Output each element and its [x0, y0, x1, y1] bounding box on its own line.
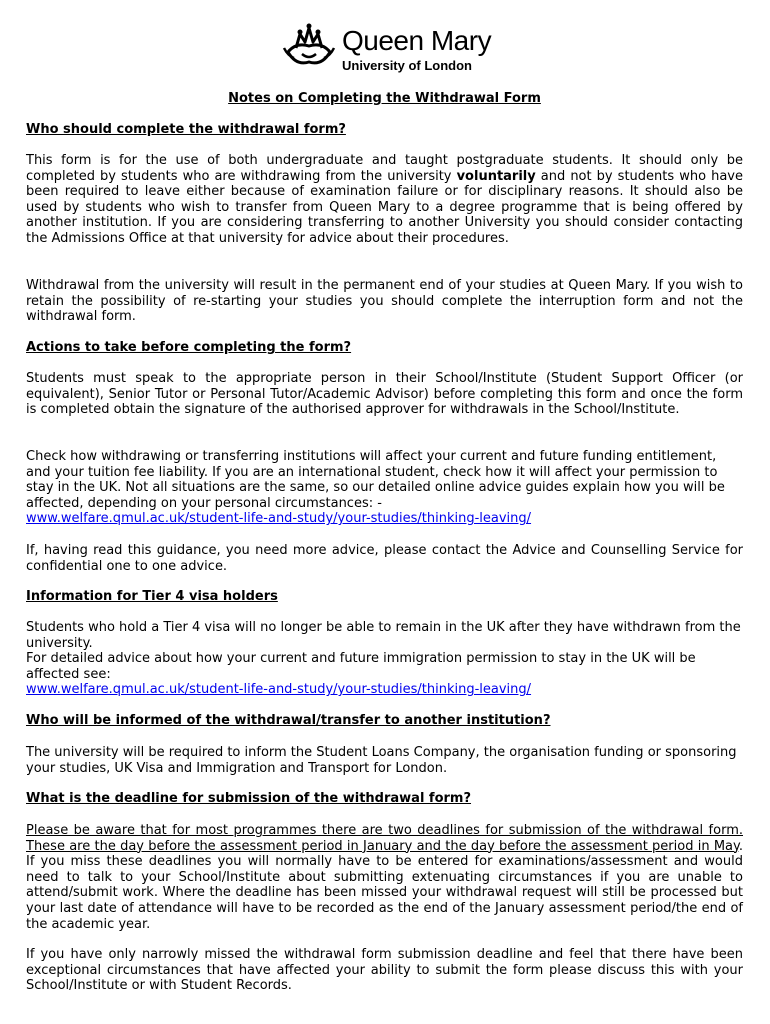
text: This form is for the use of both undergraduate and taught postgraduate students. It should only be completed by students who are withdrawing from the university	[26, 153, 743, 184]
document-title: Notes on Completing the Withdrawal Form	[228, 91, 541, 106]
logo-subtitle: University of London	[342, 58, 472, 73]
tier4-thinking-leaving-link[interactable]: www.welfare.qmul.ac.uk/student-life-and-study/your-studies/thinking-leaving/	[26, 682, 532, 698]
paragraph-form-use	[26, 153, 743, 247]
text: Check how withdrawing or transferring institutions will affect your current and future funding entitlement, and your tuition fee liability. If you are an international student, check how it will affect your permission to stay in the UK. Not all situations are the same, so our detailed online advice guides explain how you will be affected, depending on your personal circumstances: -	[26, 449, 725, 511]
paragraph-tier4	[26, 620, 743, 698]
heading-tier4: Information for Tier 4 visa holders	[26, 589, 278, 604]
heading-who-should-complete: Who should complete the withdrawal form?	[26, 122, 346, 137]
heading-actions-before: Actions to take before completing the form?	[26, 340, 352, 355]
paragraph-speak-to-person: Students must speak to the appropriate person in their School/Institute (Student Support Officer (or equivalent), Senior Tutor or Personal Tutor/Academic Advisor) before completing this form and once the form is completed obtain the signature of the authorised approver for withdrawals in the School/Institute.	[26, 371, 743, 418]
paragraph-narrowly-missed: If you have only narrowly missed the withdrawal form submission deadline and feel that there have been exceptional circumstances that have affected your ability to submit the form please discuss this with your School/Institute or with Student Records.	[26, 947, 743, 994]
text: and not by students who have been required to leave either because of examination failure or for disciplinary reasons. It should also be used by students who wish to transfer from Queen Mary to a degree programme that is being offered by another institution. If you are considering transferring to another University you should consider contacting the Admissions Office at that university for advice about their procedures.	[26, 168, 743, 246]
heading-deadline: What is the deadline for submission of the withdrawal form?	[26, 791, 472, 806]
heading-who-informed: Who will be informed of the withdrawal/transfer to another institution?	[26, 713, 551, 728]
text: Students who hold a Tier 4 visa will no longer be able to remain in the UK after they have withdrawn from the university.	[26, 620, 741, 651]
text: For detailed advice about how your current and future immigration permission to stay in the UK will be affected see:	[26, 651, 696, 682]
underlined-deadline-text: Please be aware that for most programmes there are two deadlines for submission of the withdrawal form. These are the day before the assessment period in January and the day before the assessment period in May	[26, 823, 743, 854]
paragraph-withdrawal-permanent: Withdrawal from the university will result in the permanent end of your studies at Queen Mary. If you wish to retain the possibility of re-starting your studies you should complete the interruption form and not the withdrawal form.	[26, 278, 743, 325]
queen-mary-logo	[282, 20, 502, 78]
paragraph-more-advice: If, having read this guidance, you need more advice, please contact the Advice and Counselling Service for confidential one to one advice.	[26, 543, 743, 574]
thinking-leaving-link[interactable]: www.welfare.qmul.ac.uk/student-life-and-study/your-studies/thinking-leaving/	[26, 511, 532, 527]
text: . If you miss these deadlines you will normally have to be entered for examinations/assessment and would need to talk to your School/Institute about submitting extenuating circumstances if you are unable to attend/submit work. Where the deadline has been missed your withdrawal request will still be processed but your last date of attendance will have to be recorded as the end of the January assessment period/the end of the academic year.	[26, 838, 743, 932]
paragraph-who-informed: The university will be required to inform the Student Loans Company, the organisation funding or sponsoring your studies, UK Visa and Immigration and Transport for London.	[26, 745, 737, 776]
logo-name: Queen Mary	[342, 25, 492, 56]
paragraph-deadlines	[26, 823, 743, 932]
paragraph-funding-check	[26, 449, 743, 527]
emphasis-voluntarily: voluntarily	[456, 168, 536, 184]
crown-crest-icon	[282, 22, 336, 70]
